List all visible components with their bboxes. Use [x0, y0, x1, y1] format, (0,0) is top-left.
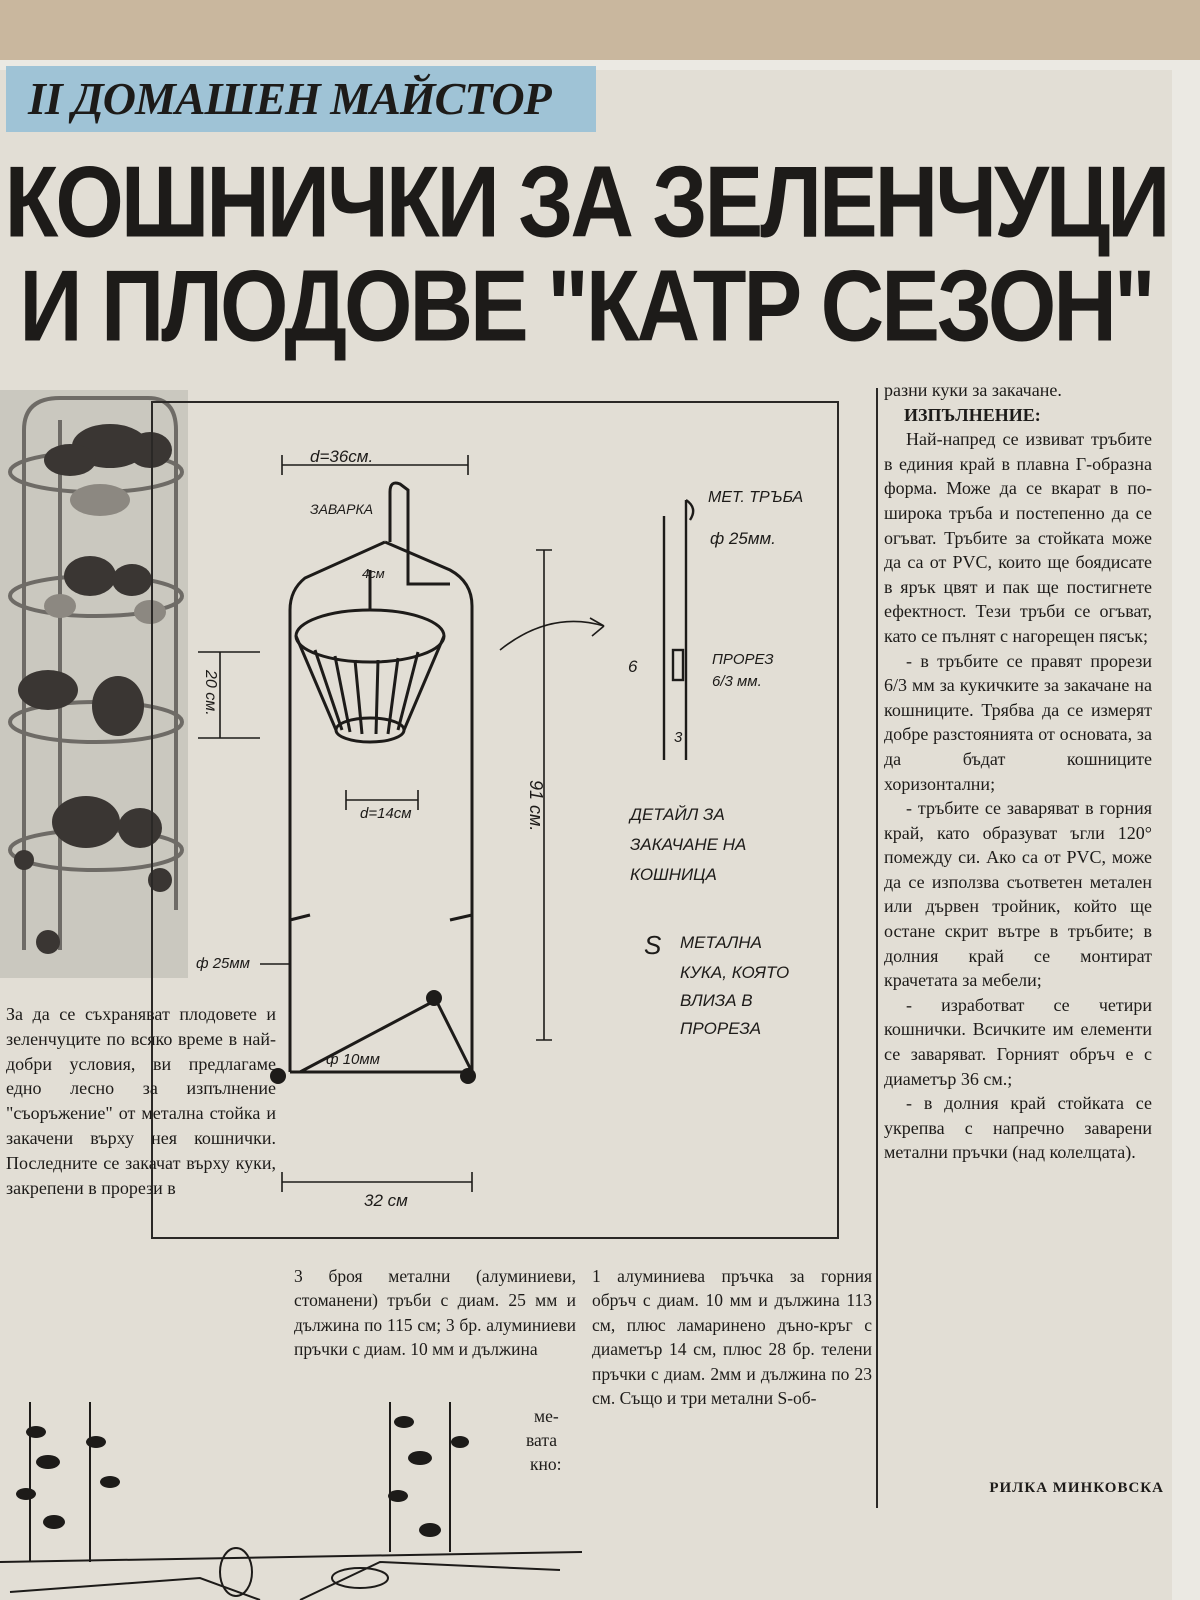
clipped-tail-1: ме-: [534, 1406, 559, 1426]
materials-text-1: 3 броя метални (алуминиеви, стоманени) тръби с диам. 25 мм и дължина по 115 см; 3 бр. алуминиеви пръчки с диам. 10 мм и дължина: [294, 1266, 576, 1360]
gap-label: 4см: [362, 566, 385, 581]
headline-line-1: КОШНИЧКИ ЗА ЗЕЛЕНЧУЦИ: [4, 144, 1168, 259]
detail-tube: [664, 500, 693, 760]
hook-caption-1: МЕТАЛНА: [680, 933, 762, 952]
instruction-paragraph: - изработват се четири кошнички. Всичките им елементи се заваряват. Горният обръч е с диаметър 36 см.;: [884, 994, 1152, 1089]
hook-caption-3: ВЛИЗА В: [680, 991, 753, 1010]
instruction-paragraph: - тръбите се заваряват в горния край, като образуват ъгли 120° помежду си. Ако са от PVC, може да се използва съответен метален или дървен тройник, който ще остане скрит вътре в тръбите; в долния край се монтират крачетата за мебели;: [884, 798, 1152, 991]
detail-diameter-label: ф 25мм.: [710, 529, 776, 548]
instructions-heading: ИЗПЪЛНЕНИЕ:: [904, 404, 1041, 425]
section-label: II ДОМАШЕН МАЙСТОР: [28, 73, 551, 124]
materials-text-2: 1 алуминиева пръчка за горния обръч с диам. 10 мм и дължина 113 см, плюс ламаринено дъно-кръг с диаметър 14 см, плюс 28 бр. телени пръчки с диам. 2мм и дължина по 23 см. Също и три метални S-об-: [592, 1266, 872, 1409]
author-byline: РИЛКА МИНКОВСКА: [989, 1480, 1164, 1496]
garden-illustration: [0, 1402, 582, 1600]
tube-diameter-label: ф 25мм: [196, 955, 250, 972]
intro-text: За да се съхраняват плодовете и зеленчуците по всяко време в най-добри условия, ви предлагаме едно лесно за изпълнение "съоръжение" от метална стойка и закачени върху нея кошнички. Последните се закачат върху куки, закрепени в прорези в: [6, 1004, 276, 1198]
base-width-label: 32 см: [364, 1191, 408, 1210]
materials-column-2: [592, 1264, 872, 1410]
hook-caption-4: ПРОРЕЗА: [680, 1019, 762, 1038]
detail-caption-1: ДЕТАЙЛ ЗА: [630, 805, 725, 824]
column-divider: [876, 388, 878, 1508]
detail-slot-size: 6/3 мм.: [712, 673, 762, 690]
dim-top-diameter: d=36см.: [310, 447, 374, 466]
height-label: 91 см.: [526, 780, 546, 832]
detail-tube-label: МЕТ. ТРЪБА: [708, 489, 804, 506]
detail-slot-width: 3: [674, 729, 683, 746]
dim-bottom-diameter: d=14см: [360, 805, 412, 822]
section-kicker: [6, 66, 596, 132]
intro-column: [6, 1002, 276, 1200]
hook-caption-2: КУКА, КОЯТО: [680, 963, 790, 982]
rod-diameter-label: ф 10мм: [326, 1051, 380, 1068]
clipped-tail-2: вата: [526, 1430, 557, 1450]
instruction-paragraph: - в долния край стойката се укрепва с напречно заварени метални пръчки (над колелцата).: [884, 1093, 1152, 1163]
instruction-paragraph: - в тръбите се правят прорези 6/3 мм за кукичките за закачане на кошниците. Трябва да се измерят добре разстоянията от основата, за да бъдат кошниците хоризонтални;: [884, 650, 1152, 794]
weld-label: ЗАВАРКА: [310, 501, 374, 517]
detail-slot-height: 6: [628, 657, 638, 676]
headline-line-2: И ПЛОДОВЕ "КАТР СЕЗОН": [19, 248, 1153, 363]
detail-caption-3: КОШНИЦА: [630, 865, 717, 884]
hook-symbol: S: [644, 930, 662, 960]
instructions-lead: разни куки за закачане.: [884, 380, 1062, 400]
basket-height-label: 20 см.: [202, 670, 219, 716]
clipped-tail-3: кно:: [530, 1454, 562, 1474]
basket-drawing: [296, 570, 444, 742]
materials-column-1: [294, 1264, 576, 1362]
detail-caption-2: ЗАКАЧАНЕ НА: [630, 835, 747, 854]
instruction-paragraph: Най-напред се извиват тръбите в единия край в плавна Г-образна форма. Може да се вкарат в по-широка тръба и постепенно да се огъват. Тръбите за стойката може да са от PVC, които ще боядисате в ярък цвят и пак ще постигнете ефектност. Тези тръби се огъват, като се пълнят с нагорещен пясък;: [884, 429, 1152, 646]
instructions-column: [884, 378, 1152, 1165]
detail-slot-label: ПРОРЕЗ: [712, 651, 774, 668]
